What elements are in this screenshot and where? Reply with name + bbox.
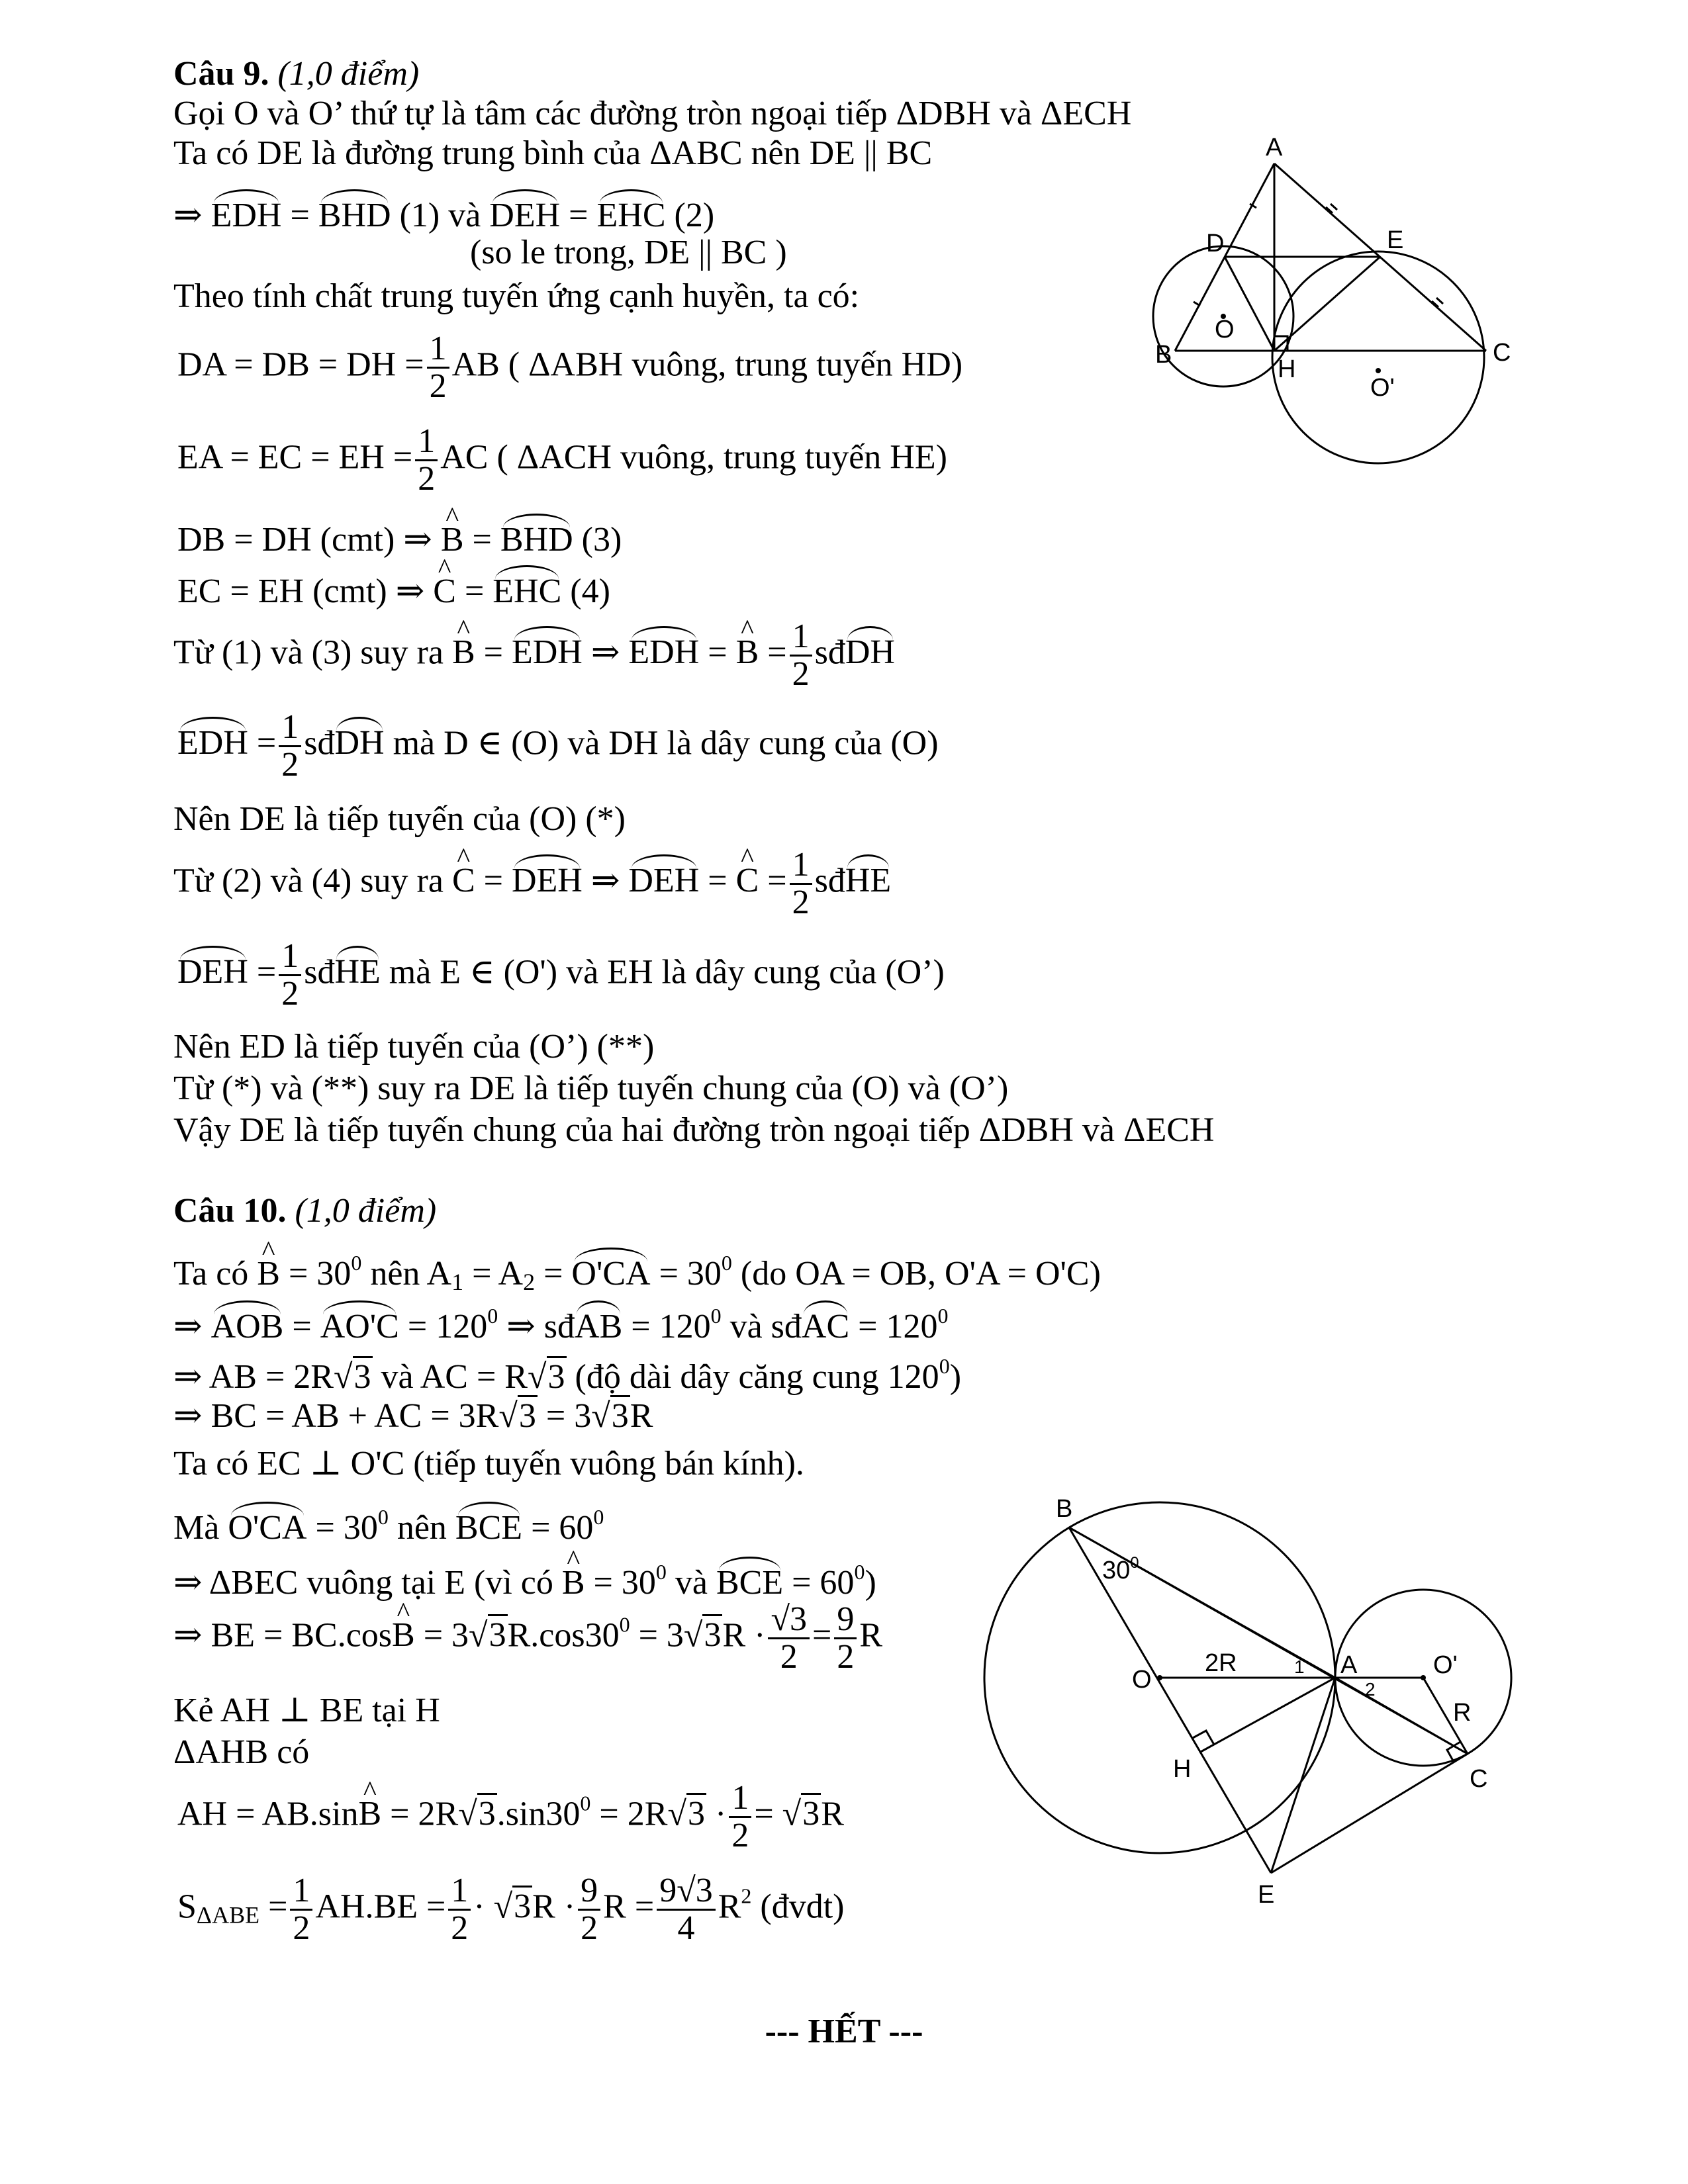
figure-q9 — [1145, 132, 1516, 529]
center-o — [1157, 1675, 1162, 1680]
label-r: R — [1453, 1699, 1472, 1727]
seg-be — [1069, 1527, 1271, 1873]
q9-line-6: DA = DB = DH = $\frac{1}{2}$ AB ( ΔABH vuông, trung tuyến HD) — [177, 330, 963, 405]
tick-4 — [1331, 204, 1337, 210]
q9-line-1: Gọi O và O’ thứ tự là tâm các đường tròn ngoại tiếp ΔDBH và ΔECH — [173, 95, 1132, 132]
q10-line-3: ⇒ AB = 2R√3 và AC = R√3 (độ dài dây căng cung $120^0$) — [173, 1354, 962, 1396]
q9-line-7: EA = EC = EH = $\frac{1}{2}$ AC ( ΔACH vuông, trung tuyến HE) — [177, 422, 947, 498]
q9-line-12: Nên DE là tiếp tuyến của (O) (*) — [173, 800, 626, 838]
label-b: B — [1155, 341, 1172, 369]
q10-title: Câu 10. — [173, 1192, 287, 1230]
label-angle-1: 1 — [1294, 1657, 1305, 1677]
circle-o-prime — [1272, 251, 1484, 463]
label-a: A — [1266, 134, 1283, 161]
q9-title: Câu 9. — [173, 55, 269, 93]
seg-ac — [1335, 1678, 1468, 1754]
q9-line-5: Theo tính chất trung tuyến ứng cạnh huyền, ta có: — [173, 277, 860, 315]
q10-line-8: ⇒ BE = BC.cos^ $B = 3√3R.\cos 30^0 = 3√3R$ · $\frac{√3}{2}$ = $\frac{9}{2}$ R — [173, 1602, 882, 1675]
q10-heading — [173, 1191, 436, 1231]
q10-line-4: ⇒ BC = AB + AC = 3R√3 = 3√3R — [173, 1396, 653, 1436]
q9-line-14: DEH = $\frac{1}{2}$ sđHE mà E ∈ (O') và EH là dây cung của (O’) — [177, 937, 945, 1013]
label-e: E — [1258, 1881, 1275, 1909]
q10-line-10: ΔAHB có — [173, 1733, 310, 1771]
q9-line-11: EDH = $\frac{1}{2}$ sđDH mà D ∈ (O) và DH là dây cung của (O) — [177, 708, 939, 784]
footer-end: --- HẾT --- — [765, 2013, 923, 2050]
label-b: B — [1056, 1495, 1073, 1523]
q9-line-3: ⇒ EDH = BHD (1) và DEH = EHC (2) — [173, 192, 714, 236]
label-c: C — [1493, 339, 1511, 367]
label-o-prime: O' — [1370, 374, 1395, 402]
q10-line-12: $S_{\Delta ABE}$ = $\frac{1}{2}$ AH.BE = $\frac{1}{2}$ · √3R · $\frac{9}{2}$ R = $\frac{9√3}{4}$ $R^2$ (đvdt) — [177, 1872, 845, 1947]
q10-line-2: ⇒ AOB = $AO'C = 120^0$ ⇒ sđAB = $120^0$ và sđAC = $120^0$ — [173, 1304, 949, 1345]
label-o: O — [1215, 316, 1235, 343]
q9-line-4: (so le trong, DE || BC ) — [470, 234, 787, 271]
q10-line-9: Kẻ AH ⊥ BE tại H — [173, 1692, 440, 1729]
label-d: D — [1206, 230, 1225, 257]
q9-line-9: EC = EH (cmt) ⇒ ^ C = EHC (4) — [177, 568, 610, 612]
label-angle-30: $30^0$ — [1102, 1554, 1139, 1584]
label-2r: 2R — [1205, 1649, 1237, 1677]
q10-line-5: Ta có EC ⊥ O'C (tiếp tuyến vuông bán kính). — [173, 1445, 804, 1482]
figure-q10 — [966, 1482, 1529, 1933]
label-c: C — [1470, 1765, 1488, 1793]
q10-line-1: Ta có ^ $B = 30^0$ nên $A_1 = A_2 = O'CA = 30^0$ (do OA = OB, O'A = O'C) — [173, 1243, 1101, 1302]
label-h: H — [1173, 1755, 1192, 1783]
q9-line-13: Từ (2) và (4) suy ra ^ C = DEH ⇒ DEH = ^ C = $\frac{1}{2}$ sđHE — [173, 847, 891, 921]
seg-eh — [1274, 257, 1380, 351]
q9-line-8: DB = DH (cmt) ⇒ ^ B = BHD (3) — [177, 516, 622, 560]
label-a: A — [1340, 1651, 1358, 1679]
label-e: E — [1387, 226, 1404, 254]
q10-line-11: AH = AB.sin^ $B = 2R√3.\sin 30^0 = 2R√3$ · $\frac{1}{2}$ = √3R — [177, 1780, 844, 1854]
q9-line-10: Từ (1) và (3) suy ra ^ B = EDH ⇒ EDH = ^ B = $\frac{1}{2}$ sđDH — [173, 619, 895, 692]
q10-points: (1,0 điểm) — [295, 1192, 437, 1230]
q9-points: (1,0 điểm) — [277, 55, 420, 93]
q10-line-7: ⇒ ΔBEC vuông tại E (vì có ^ $B = 30^0$ và BCE = $60^0$) — [173, 1552, 876, 1603]
label-h: H — [1278, 355, 1296, 383]
q9-line-16: Từ (*) và (**) suy ra DE là tiếp tuyến chung của (O) và (O’) — [173, 1069, 1009, 1107]
center-o-prime — [1421, 1675, 1426, 1680]
q9-heading — [173, 54, 419, 94]
q9-line-2: Ta có DE là đường trung bình của ΔABC nên DE || BC — [173, 134, 933, 172]
tick-6 — [1436, 298, 1443, 304]
label-o-prime: O' — [1433, 1651, 1458, 1679]
q10-line-6: Mà $O'CA = 30^0$ nên BCE = $60^0$ — [173, 1505, 604, 1547]
label-o: O — [1132, 1666, 1152, 1694]
seg-ec — [1271, 1754, 1468, 1873]
label-angle-2: 2 — [1365, 1679, 1376, 1700]
center-o-prime — [1376, 368, 1381, 373]
q9-line-17: Vậy DE là tiếp tuyến chung của hai đường tròn ngoại tiếp ΔDBH và ΔECH — [173, 1111, 1215, 1149]
q9-line-15: Nên ED là tiếp tuyến của (O’) (**) — [173, 1028, 655, 1066]
